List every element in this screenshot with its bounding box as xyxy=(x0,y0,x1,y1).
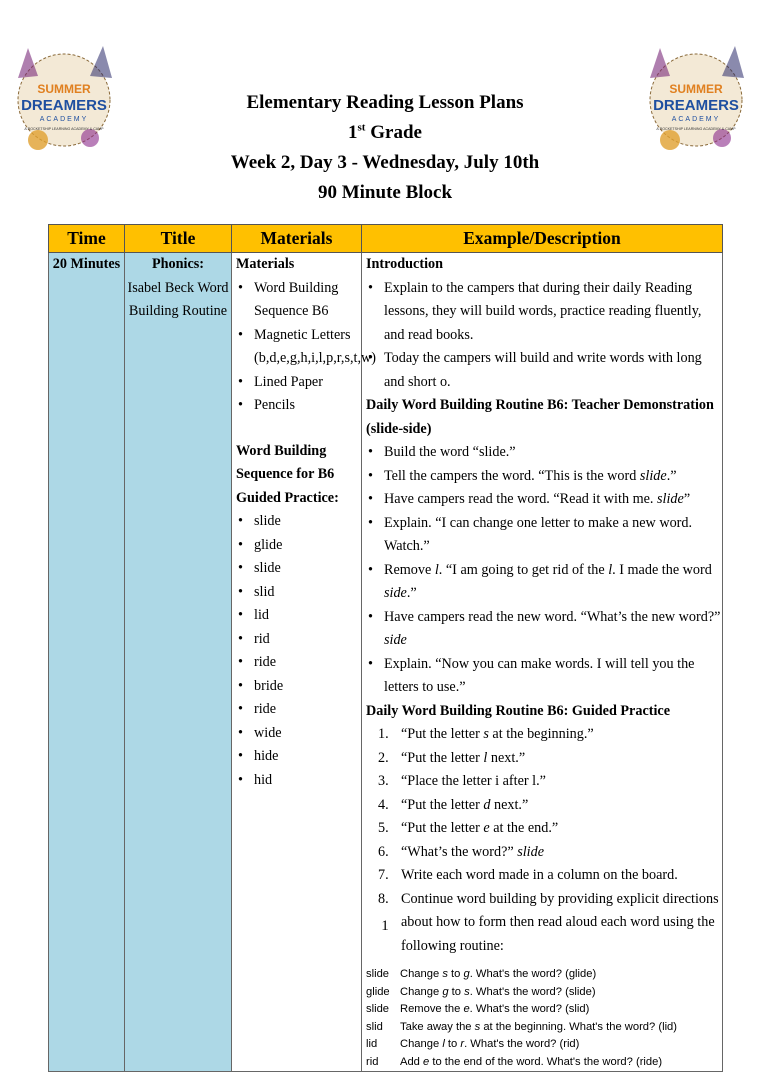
routine-text-i: s xyxy=(442,968,448,980)
sequence-word: • hid xyxy=(236,769,361,793)
routine-instruction xyxy=(400,966,596,984)
routine-text-i: e xyxy=(463,1003,470,1015)
demo-step-text-b: .” xyxy=(666,467,677,484)
materials-list xyxy=(236,277,376,418)
document-header xyxy=(150,88,620,208)
header-title: Title xyxy=(125,225,232,253)
guided-step-text-a: “Put the letter xyxy=(401,820,484,836)
guided-step xyxy=(366,794,722,818)
demo-step-text-i: l xyxy=(434,561,439,578)
guided-step xyxy=(366,747,722,771)
header-example: Example/Description xyxy=(362,225,723,253)
materials-item: • Pencils xyxy=(236,394,361,418)
guided-step-text-a: “Put the letter xyxy=(401,726,484,742)
materials-item: • Magnetic Letters (b,d,e,g,h,i,l,p,r,s,t,w) xyxy=(236,324,361,371)
guided-step-text-a: Continue word building by providing explicit directions about how to form then read aloud each word using the following routine: xyxy=(401,890,719,954)
routine-word: slide xyxy=(366,1003,390,1015)
routine-instruction xyxy=(400,1036,579,1054)
block-line: 90 Minute Block xyxy=(317,182,453,203)
demo-step-text-d: .” xyxy=(406,585,417,601)
header-time: Time xyxy=(49,225,125,253)
demo-step-text-a: Build the word “slide.” xyxy=(384,444,516,460)
sequence-heading: Word Building Sequence for B6 Guided Practice: xyxy=(236,442,339,506)
routine-instruction xyxy=(400,1019,677,1037)
sequence-word: • ride xyxy=(236,698,361,722)
svg-text:A ROCKETSHIP LEARNING ACADEMY: A ROCKETSHIP LEARNING ACADEMY & CAMP xyxy=(656,127,736,131)
sequence-word: • ride xyxy=(236,651,361,675)
guided-step-text-a: “Put the letter xyxy=(401,796,484,813)
sequence-word: • slide xyxy=(236,557,361,581)
routine-word: lid xyxy=(366,1038,378,1050)
demo-step xyxy=(366,488,722,512)
header-materials: Materials xyxy=(232,225,362,253)
demo-step-text-a: Explain. “Now you can make words. I will tell you the letters to use.” xyxy=(384,655,695,695)
lesson-plan-table xyxy=(48,224,723,1072)
sequence-word: • wide xyxy=(236,722,361,746)
routine-text-c: . What's the word? (rid) xyxy=(464,1038,580,1050)
demo-step-text-c: . I made the word xyxy=(612,561,712,578)
title-bold: Phonics: xyxy=(151,256,205,272)
routine-row xyxy=(366,984,722,1002)
demo-step xyxy=(366,512,722,559)
title-text: Isabel Beck Word Building Routine xyxy=(127,279,229,319)
routine-text-a: Add xyxy=(400,1055,424,1068)
sequence-list xyxy=(236,510,361,792)
table-row xyxy=(49,253,723,1072)
demo-step-text-i: slide xyxy=(657,491,684,507)
document-title: Elementary Reading Lesson Plans xyxy=(246,92,524,113)
demo-step xyxy=(366,653,722,700)
svg-text:A ROCKETSHIP LEARNING ACADEMY: A ROCKETSHIP LEARNING ACADEMY & CAMP xyxy=(24,127,104,131)
demo-step-text-i: slide xyxy=(639,467,667,484)
demo-step-text-b: ” xyxy=(683,491,691,507)
guided-step-number: 4. xyxy=(378,796,389,813)
guided-step-text-i: slide xyxy=(517,843,545,860)
routine-text-a: Change xyxy=(400,968,443,980)
guided-list xyxy=(366,723,722,958)
demo-step xyxy=(366,559,722,606)
demo-step-text-i: side xyxy=(384,632,407,648)
materials-item: • Lined Paper xyxy=(236,371,361,395)
guided-step-text-a: “Place the letter i after l.” xyxy=(401,773,546,789)
routine-word: slid xyxy=(366,1020,383,1033)
guided-step-text-a: “What’s the word?” xyxy=(401,843,518,860)
guided-step-text-i: d xyxy=(483,796,491,813)
routine-text-a: Change xyxy=(400,1038,443,1050)
routine-text-b: at the beginning. What's the word? (lid) xyxy=(480,1020,677,1033)
materials-item: • Word Building Sequence B6 xyxy=(236,277,361,324)
demo-step xyxy=(366,441,722,465)
sequence-word: • slide xyxy=(236,510,361,534)
routine-text-i: g xyxy=(442,985,449,998)
svg-text:SUMMER: SUMMER xyxy=(669,82,723,96)
demo-step xyxy=(366,465,722,489)
routine-text-b: . What's the word? (slid) xyxy=(469,1003,590,1015)
guided-step-number: 3. xyxy=(378,773,389,789)
routine-row xyxy=(366,1036,722,1054)
page-number: 1 xyxy=(381,918,389,934)
routine-row xyxy=(366,1019,722,1037)
sequence-word: • bride xyxy=(236,675,361,699)
materials-cell xyxy=(232,253,376,1072)
svg-text:DREAMERS: DREAMERS xyxy=(21,97,107,114)
sequence-word: • slid xyxy=(236,581,361,605)
svg-text:ACADEMY: ACADEMY xyxy=(671,116,721,123)
guided-step-number: 6. xyxy=(378,843,389,860)
routine-word: slide xyxy=(366,968,390,980)
guided-step-number: 2. xyxy=(378,749,389,766)
guided-step-text-a: “Put the letter xyxy=(401,749,484,766)
guided-step-text-i: l xyxy=(483,749,488,766)
summer-dreamers-logo-left xyxy=(8,38,120,158)
routine-text-a: Take away the xyxy=(400,1020,475,1033)
routine-text-i2: s xyxy=(464,985,470,998)
guided-step xyxy=(366,817,722,841)
title-cell xyxy=(125,253,232,1072)
routine-text-c: . What's the word? (slide) xyxy=(469,985,596,998)
routine-list xyxy=(366,966,722,1071)
week-day-line: Week 2, Day 3 - Wednesday, July 10th xyxy=(230,152,540,173)
routine-instruction xyxy=(400,1054,662,1072)
summer-dreamers-logo-right xyxy=(640,38,752,158)
routine-row xyxy=(366,1054,722,1072)
routine-text-b: to xyxy=(447,968,464,980)
routine-instruction xyxy=(400,984,596,1002)
sequence-word: • glide xyxy=(236,534,361,558)
demo-step-text-i3: side xyxy=(384,585,407,601)
routine-row xyxy=(366,966,722,984)
materials-heading: Materials xyxy=(236,256,295,272)
sequence-word: • rid xyxy=(236,628,361,652)
guided-step xyxy=(366,841,722,865)
routine-text-b: to xyxy=(444,1038,461,1050)
intro-item: • Today the campers will build and write words with long and short o. xyxy=(366,347,722,394)
guided-step xyxy=(366,723,722,747)
demo-step-text-a: Have campers read the word. “Read it with me. xyxy=(384,491,658,507)
guided-step-number: 8. xyxy=(378,890,389,907)
guided-step-text-i: s xyxy=(483,726,489,742)
routine-text-a: Remove the xyxy=(400,1003,464,1015)
routine-text-i: l xyxy=(442,1038,445,1050)
demo-step-text-a: Tell the campers the word. “This is the word xyxy=(384,467,640,484)
intro-item: • Explain to the campers that during their daily Reading lessons, they will build words, practice reading fluently, and read books. xyxy=(366,277,722,348)
guided-step xyxy=(366,888,722,959)
guided-step xyxy=(366,864,722,888)
routine-text-b: to the end of the word. What's the word? (ride) xyxy=(429,1055,663,1068)
guided-step-text-b: next.” xyxy=(490,796,529,813)
guided-heading: Daily Word Building Routine B6: Guided Practice xyxy=(366,702,671,719)
routine-text-a: Change xyxy=(400,985,443,998)
demo-heading: Daily Word Building Routine B6: Teacher Demonstration (slide-side) xyxy=(366,397,714,437)
intro-heading: Introduction xyxy=(366,256,443,272)
guided-step-text-a: Write each word made in a column on the board. xyxy=(401,867,678,883)
guided-step xyxy=(366,770,722,794)
routine-text-i: e xyxy=(423,1055,430,1068)
demo-step-text-a: Explain. “I can change one letter to make a new word. Watch.” xyxy=(384,514,693,554)
guided-step-text-b: at the beginning.” xyxy=(488,726,594,742)
routine-word: rid xyxy=(366,1055,379,1068)
routine-text-i: s xyxy=(474,1020,481,1033)
routine-text-i2: g xyxy=(463,968,470,980)
routine-text-b: to xyxy=(448,985,465,998)
routine-word: glide xyxy=(366,985,390,998)
guided-step-text-b: next.” xyxy=(487,749,526,766)
guided-step-number: 7. xyxy=(378,867,389,883)
svg-text:ACADEMY: ACADEMY xyxy=(39,116,89,123)
demo-step-text-a: Have campers read the new word. “What’s the new word?” xyxy=(384,608,721,625)
demo-step-text-i2: l xyxy=(608,561,613,578)
demo-step-text-a: Remove xyxy=(384,561,435,578)
demo-step xyxy=(366,606,722,653)
sequence-word: • hide xyxy=(236,745,361,769)
table-header-row xyxy=(49,225,723,253)
sequence-word: • lid xyxy=(236,604,361,628)
guided-step-text-b: at the end.” xyxy=(489,820,559,836)
guided-step-number: 1. xyxy=(378,726,389,742)
demo-step-text-b: . “I am going to get rid of the xyxy=(438,561,609,578)
routine-text-i2: r xyxy=(460,1038,465,1050)
routine-row xyxy=(366,1001,722,1019)
demo-list xyxy=(366,441,722,700)
grade-line: 1st Grade xyxy=(348,121,422,143)
routine-instruction xyxy=(400,1001,589,1019)
intro-list xyxy=(366,277,722,395)
guided-step-text-i: e xyxy=(483,820,490,836)
guided-step-number: 5. xyxy=(378,820,389,836)
svg-text:DREAMERS: DREAMERS xyxy=(653,97,739,114)
routine-text-c: . What's the word? (glide) xyxy=(469,968,597,980)
time-cell: 20 Minutes xyxy=(49,253,125,1072)
description-cell xyxy=(362,253,723,1072)
svg-text:SUMMER: SUMMER xyxy=(37,82,91,96)
